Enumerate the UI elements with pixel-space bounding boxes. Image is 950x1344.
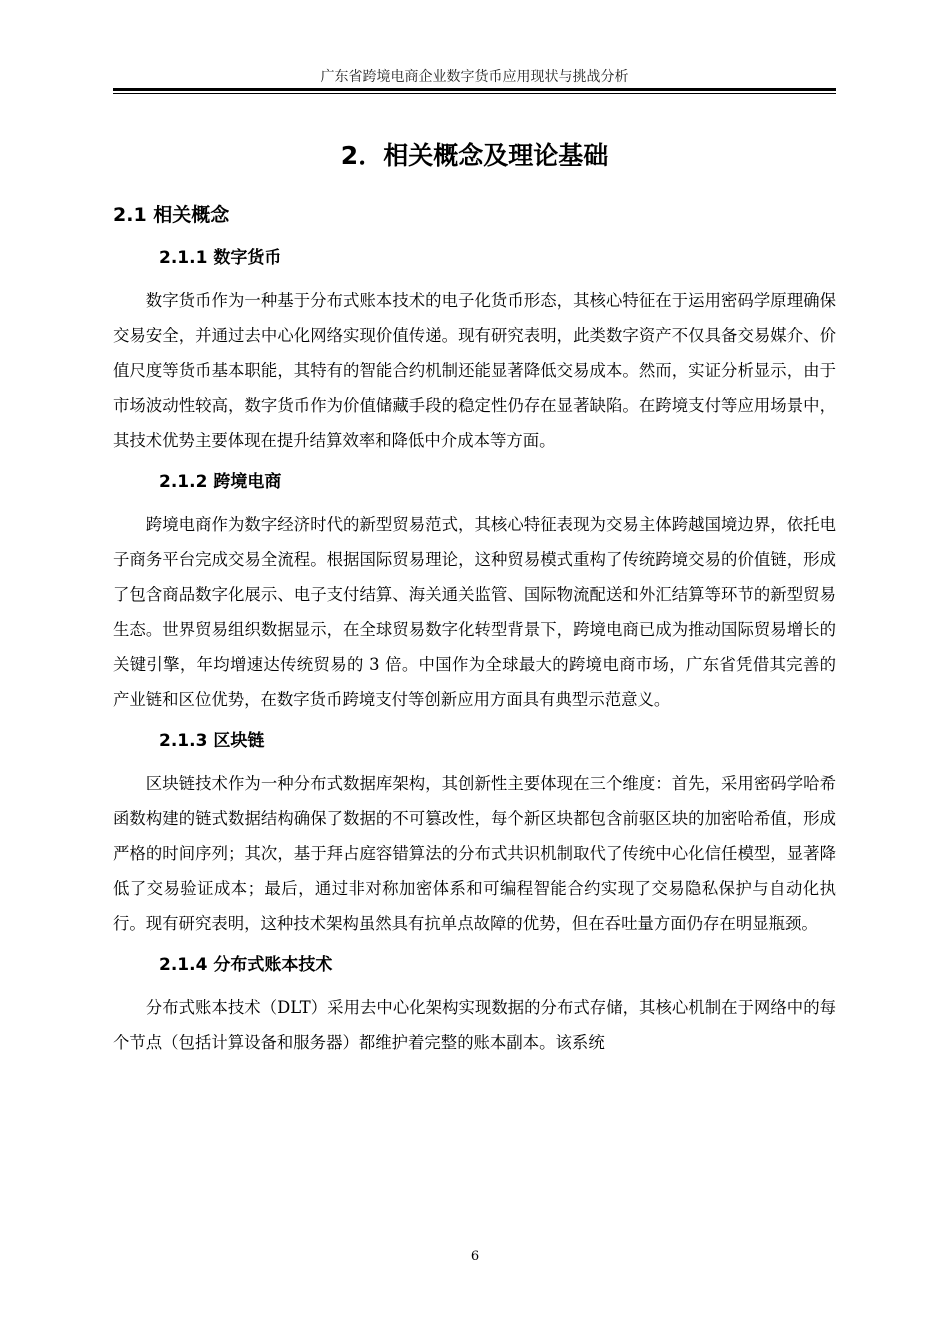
subsection-title-digital-currency: 2.1.1 数字货币 [159,248,282,268]
subsection-title-blockchain: 2.1.3 区块链 [159,731,265,751]
subsection-title-cross-border-ecommerce: 2.1.2 跨境电商 [159,472,282,492]
paragraph-digital-currency: 数字货币作为一种基于分布式账本技术的电子化货币形态，其核心特征在于运用密码学原理确保交易安全，并通过去中心化网络实现价值传递。现有研究表明，此类数字资产不仅具备交易媒介、价值尺度等货币基本职能，其特有的智能合约机制还能显著降低交易成本。然而，实证分析显示，由于市场波动性较高，数字货币作为价值储藏手段的稳定性仍存在显著缺陷。在跨境支付等应用场景中，其技术优势主要体现在提升结算效率和降低中介成本等方面。 [113,291,836,450]
header-rule-thick [113,88,836,91]
page-number: 6 [470,1249,480,1264]
paragraph-blockchain: 区块链技术作为一种分布式数据库架构，其创新性主要体现在三个维度：首先，采用密码学哈希函数构建的链式数据结构确保了数据的不可篡改性，每个新区块都包含前驱区块的加密哈希值，形成严格的时间序列；其次，基于拜占庭容错算法的分布式共识机制取代了传统中心化信任模型，显著降低了交易验证成本；最后，通过非对称加密体系和可编程智能合约实现了交易隐私保护与自动化执行。现有研究表明，这种技术架构虽然具有抗单点故障的优势，但在吞吐量方面仍存在明显瓶颈。 [113,774,836,933]
paragraph-dlt: 分布式账本技术（DLT）采用去中心化架构实现数据的分布式存储，其核心机制在于网络中的每个节点（包括计算设备和服务器）都维护着完整的账本副本。该系统 [113,998,836,1052]
header-rule-thin [113,93,836,94]
running-header: 广东省跨境电商企业数字货币应用现状与挑战分析 [320,69,629,85]
subsection-title-dlt: 2.1.4 分布式账本技术 [159,955,333,975]
section-title: 2.1 相关概念 [113,204,230,226]
paragraph-cross-border-ecommerce: 跨境电商作为数字经济时代的新型贸易范式，其核心特征表现为交易主体跨越国境边界，依托电子商务平台完成交易全流程。根据国际贸易理论，这种贸易模式重构了传统跨境交易的价值链，形成了包含商品数字化展示、电子支付结算、海关通关监管、国际物流配送和外汇结算等环节的新型贸易生态。世界贸易组织数据显示，在全球贸易数字化转型背景下，跨境电商已成为推动国际贸易增长的关键引擎，年均增速达传统贸易的 3 倍。中国作为全球最大的跨境电商市场，广东省凭借其完善的产业链和区位优势，在数字货币跨境支付等创新应用方面具有典型示范意义。 [113,515,836,709]
chapter-title: 2．相关概念及理论基础 [340,141,609,170]
page-body [113,136,836,1070]
